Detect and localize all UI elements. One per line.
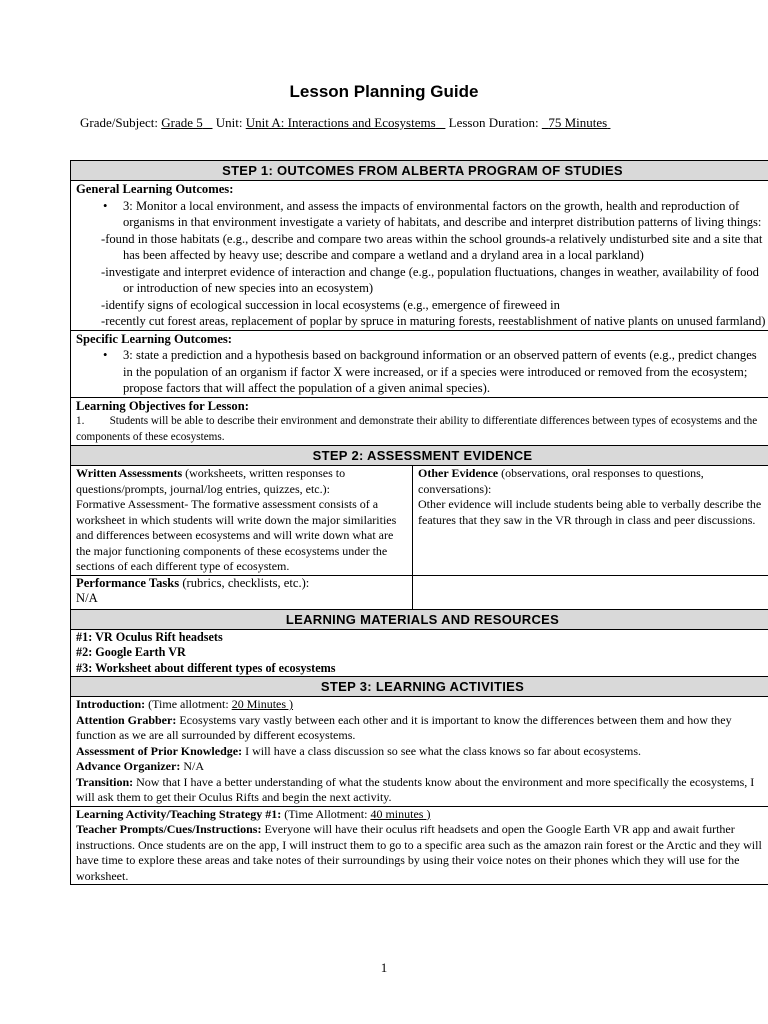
learning-activity-section [71,807,768,885]
unit-underline-pad [436,115,446,130]
unit-label: Unit: [215,115,243,130]
performance-empty-cell [413,576,768,609]
prior-text: I will have a class discussion so see what the class knows so far about ecosystems. [242,743,642,758]
activity-line [76,807,768,823]
lesson-meta-line [80,115,610,131]
glo-item: -found in those habitats (e.g., describe and compare two areas within the school grounds-a relatively undisturbed site and a site that has been affected by heavy use; describe and compare a wetland and a dryland area in a local parkland) [101,231,763,262]
material-item: #3: Worksheet about different types of ecosystems [76,660,336,675]
organizer-label: Advance Organizer: [76,759,181,773]
materials-list [71,630,768,678]
activity-time-prefix: (Time Allotment: [281,806,371,821]
performance-row [71,576,768,610]
intro-time-prefix: (Time allotment: [145,697,232,711]
duration-label: Lesson Duration: [448,115,539,130]
activity-label: Learning Activity/Teaching Strategy #1: [76,806,282,821]
slo-bullet [76,347,768,397]
written-body: Formative Assessment- The formative assessment consists of a worksheet in which students will write down the major similarities and differences between ecosystems and will write down what are the major functioning components of these ecosystems under the sections of each different type of ecosystem. [76,497,397,573]
page-number: 1 [380,960,388,975]
slo-heading: Specific Learning Outcomes: [76,331,233,346]
perf-note: (rubrics, checklists, etc.): [179,575,310,590]
grade-value: Grade 5 [161,115,203,130]
glo-item: -investigate and interpret evidence of interaction and change (e.g., population fluctuations, changes in weather, availability of food or introduction of new species into an ecosystem) [101,264,759,295]
material-item: #2: Google Earth VR [76,645,186,659]
glo-item: -identify signs of ecological succession in local ecosystems (e.g., emergence of fireweed in [101,297,560,312]
transition [76,775,768,806]
specific-learning-outcomes [71,331,768,398]
duration-value: 75 Minutes [548,115,608,130]
performance-tasks [71,576,413,609]
perf-heading: Performance Tasks [76,575,180,590]
document-title: Lesson Planning Guide [289,82,479,101]
glo-bullet [76,198,768,231]
teacher-prompts [76,822,768,884]
prior-knowledge [76,744,768,760]
grade-label: Grade/Subject: [80,115,158,130]
lesson-plan-table [70,160,768,885]
advance-organizer [76,759,768,775]
material-item: #1: VR Oculus Rift headsets [76,629,223,644]
other-evidence [413,466,768,575]
activity-time: 40 minutes ) [370,806,431,821]
transition-label: Transition: [76,774,134,789]
assessment-row [71,466,768,576]
other-body: Other evidence will include students being able to verbally describe the features that they saw in the VR through in class and peer discussions. [418,497,762,527]
other-heading: Other Evidence [418,466,499,480]
introduction-line [76,697,768,713]
attention-label: Attention Grabber: [76,712,177,727]
organizer-text: N/A [180,759,204,773]
slo-bullet-text: 3: state a prediction and a hypothesis based on background information or an observed pattern of events (e.g., predict changes in the population of an organism if factor X were increased, or if a species were introduced or removed from the ecosystem; propose factors that will affect the population of a given animal species). [123,348,757,395]
lo-item [76,414,768,445]
materials-header: LEARNING MATERIALS AND RESOURCES [71,610,768,630]
lo-heading: Learning Objectives for Lesson: [76,398,249,413]
step2-header: STEP 2: ASSESSMENT EVIDENCE [71,446,768,466]
general-learning-outcomes [71,181,768,331]
glo-item: -recently cut forest areas, replacement of poplar by spruce in maturing forests, reestablishment of native plants on unused farmland) [101,314,766,328]
glo-heading: General Learning Outcomes: [76,182,234,196]
prior-label: Assessment of Prior Knowledge: [76,743,243,758]
grade-underline-pad [203,115,213,130]
bullet-icon: • [103,348,108,362]
step1-header: STEP 1: OUTCOMES FROM ALBERTA PROGRAM OF STUDIES [71,161,768,181]
perf-body: N/A [76,591,98,605]
learning-objectives [71,398,768,447]
glo-bullet-text: 3: Monitor a local environment, and assess the impacts of environmental factors on the growth, health and reproduction of organisms in that environment investigate a variety of habitats, and describe and interpret distribution patterns of living things: [123,198,762,229]
prompts-text: Everyone will have their oculus rift headsets and open the Google Earth VR app and await further instructions. Once students are on the app, I will instruct them to go to a specific area such as the amazon rain forest or the Arctic and they will have time to explore these areas and take notes of their surroundings by using their voice notes on their phones which they will use for the worksheet. [76,822,762,883]
transition-text: Now that I have a better understanding of what the students know about the environment and more specifically the ecosystems, I will ask them to get their Oculus Rifts and begin the next activity. [76,774,755,804]
intro-time: 20 Minutes ) [231,697,294,711]
written-heading: Written Assessments [76,466,183,480]
lo-text: Students will be able to describe their environment and demonstrate their ability to differentiate differences between types of ecosystems and the components of these ecosystems. [76,415,758,443]
introduction-section [71,697,768,807]
written-note: (worksheets, written responses to questions/prompts, journal/log entries, quizzes, etc.): [76,466,346,496]
unit-value: Unit A: Interactions and Ecosystems [245,115,436,130]
step3-header: STEP 3: LEARNING ACTIVITIES [71,677,768,697]
written-assessments [71,466,413,575]
lo-number: 1. [76,415,85,427]
intro-label: Introduction: [76,697,146,711]
attention-text: Ecosystems vary vastly between each other and it is important to know the differences between them and how they function as we are all surrounded by different ecosystems. [76,712,732,742]
other-note: (observations, oral responses to questions, conversations): [418,466,704,496]
bullet-icon: • [103,198,108,213]
attention-grabber [76,713,768,744]
prompts-label: Teacher Prompts/Cues/Instructions: [76,822,262,836]
